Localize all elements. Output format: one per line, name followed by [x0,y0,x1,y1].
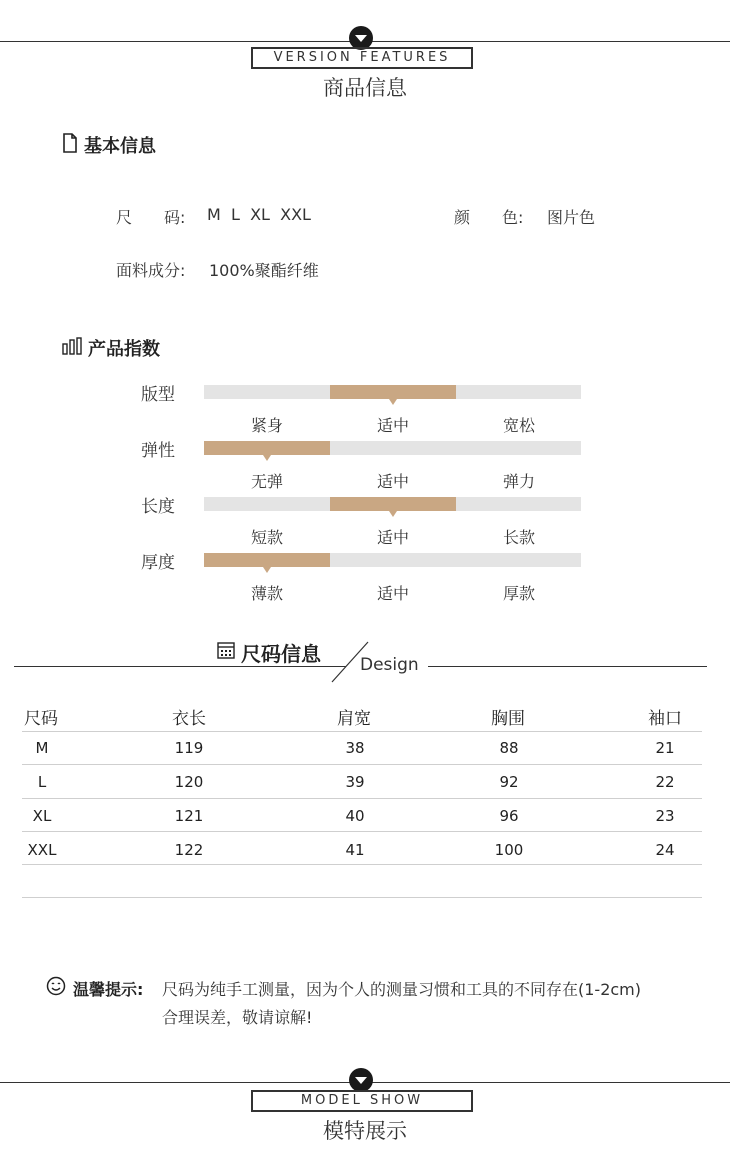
table-row-divider [22,798,702,799]
table-row-divider [22,731,702,732]
table-cell: XXL [27,841,57,859]
tip-line-2: 合理误差，敬请谅解! [162,1008,313,1027]
index-track [204,553,581,567]
design-label: Design [360,655,419,675]
table-cell: 96 [499,807,519,825]
smile-icon [46,976,66,1000]
index-selected-fill [204,441,330,455]
table-header-size: 尺码 [24,709,58,729]
chevron-down-icon [349,1068,373,1092]
index-selected-fill [330,497,456,511]
table-cell: 92 [499,773,519,791]
table-header-cuff: 袖口 [648,709,682,729]
table-row-divider [22,831,702,832]
banner-zh-title: 模特展示 [323,1119,407,1143]
color-label: 颜 色: [454,208,524,227]
table-row-divider [22,764,702,765]
design-rule-right [428,666,707,667]
product-index-title: 产品指数 [88,339,160,360]
color-value: 图片色 [547,208,596,227]
index-selected-fill [204,553,330,567]
tip-block [46,976,143,1000]
index-option: 宽松 [502,416,535,435]
table-cell: 122 [174,841,204,859]
fabric-value: 100%聚酯纤维 [209,261,319,280]
table-header-length: 衣长 [172,709,206,729]
index-option: 厚款 [502,584,535,603]
size-label: 尺 码: [116,208,186,227]
table-cell: 88 [499,739,519,757]
basic-info-title: 基本信息 [84,136,156,157]
table-cell: 119 [174,739,204,757]
index-option: 薄款 [250,584,283,603]
table-cell: 40 [345,807,365,825]
index-row-label: 厚度 [141,553,175,573]
index-track [204,497,581,511]
table-cell: 22 [655,773,675,791]
product-index-heading [62,335,160,361]
fabric-label: 面料成分: [116,261,186,280]
index-option: 适中 [376,528,409,547]
table-cell: M [35,739,49,757]
index-option: 短款 [250,528,283,547]
tip-line-1: 尺码为纯手工测量，因为个人的测量习惯和工具的不同存在(1-2cm) [162,980,642,999]
index-option: 弹力 [502,472,535,491]
table-cell: 23 [655,807,675,825]
index-track [204,441,581,455]
document-icon [62,133,78,158]
index-row-label: 弹性 [141,441,175,461]
index-option: 无弹 [250,472,283,491]
basic-info-heading [62,132,156,158]
calendar-grid-icon [217,641,235,664]
table-header-chest: 胸围 [491,709,525,729]
index-option: 适中 [376,416,409,435]
design-rule-left [14,666,346,667]
index-row-label: 长度 [141,497,175,517]
table-cell: XL [32,807,52,825]
table-cell: 21 [655,739,675,757]
table-cell: 39 [345,773,365,791]
index-selected-fill [330,385,456,399]
table-row-divider [22,864,702,865]
index-track [204,385,581,399]
table-cell: 41 [345,841,365,859]
size-info-heading [217,638,321,667]
table-cell: 24 [655,841,675,859]
banner-zh-title: 商品信息 [323,76,407,100]
table-row-divider [22,897,702,898]
table-header-shoulder: 肩宽 [337,709,371,729]
table-cell: 121 [174,807,204,825]
tip-label: 温馨提示: [73,979,144,999]
table-cell: 100 [494,841,524,859]
index-option: 适中 [376,584,409,603]
index-option: 紧身 [250,416,283,435]
size-info-title: 尺码信息 [241,642,321,666]
table-cell: 120 [174,773,204,791]
index-row-label: 版型 [141,385,175,405]
index-option: 适中 [376,472,409,491]
table-cell: L [37,773,47,791]
index-option: 长款 [502,528,535,547]
table-cell: 38 [345,739,365,757]
banner-en-title: VERSION FEATURES [251,47,473,69]
banner-en-title: MODEL SHOW [251,1090,473,1112]
size-value: M L XL XXL [207,205,311,224]
bar-chart-icon [62,337,82,360]
